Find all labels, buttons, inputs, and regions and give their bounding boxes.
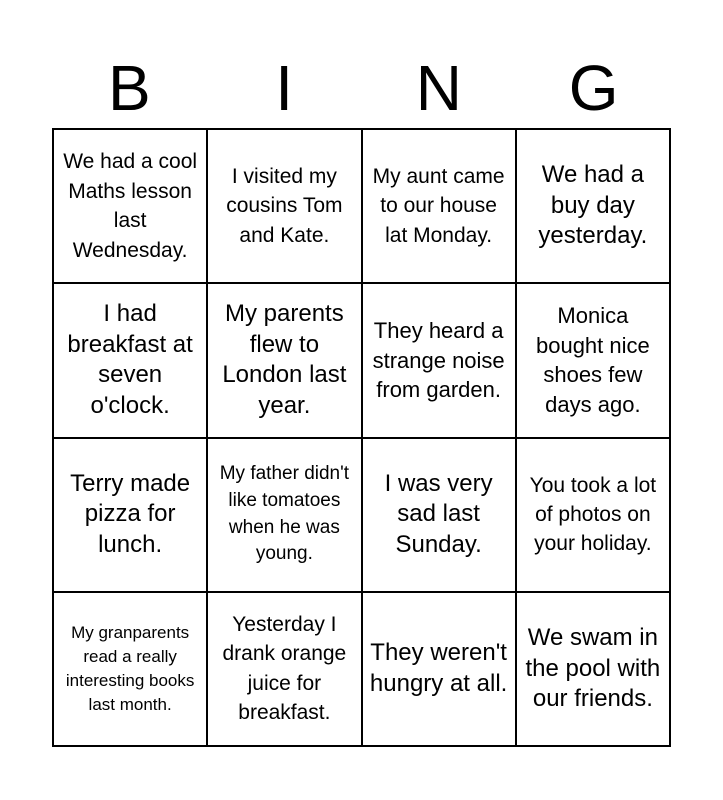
bingo-cell[interactable]: My parents flew to London last year. (207, 283, 361, 437)
header-letter-n: N (415, 52, 462, 124)
bingo-cell[interactable]: You took a lot of photos on your holiday. (516, 438, 670, 592)
bingo-cell[interactable]: We swam in the pool with our friends. (516, 592, 670, 746)
bingo-cell[interactable]: I was very sad last Sunday. (362, 438, 516, 592)
bingo-cell[interactable]: I had breakfast at seven o'clock. (53, 283, 207, 437)
header-letter-b: B (108, 52, 151, 124)
bingo-cell[interactable]: We had a buy day yesterday. (516, 129, 670, 283)
bingo-cell[interactable]: My aunt came to our house lat Monday. (362, 129, 516, 283)
bingo-board (52, 128, 671, 747)
bingo-cell[interactable]: They weren't hungry at all. (362, 592, 516, 746)
bingo-cell[interactable]: Terry made pizza for lunch. (53, 438, 207, 592)
bingo-header (52, 48, 671, 128)
header-letter-g: G (568, 52, 619, 124)
bingo-cell[interactable]: My granparents read a really interesting books last month. (53, 592, 207, 746)
bingo-cell[interactable]: We had a cool Maths lesson last Wednesday. (53, 129, 207, 283)
bingo-cell[interactable]: They heard a strange noise from garden. (362, 283, 516, 437)
bingo-cell[interactable]: My father didn't like tomatoes when he was young. (207, 438, 361, 592)
bingo-cell[interactable]: Monica bought nice shoes few days ago. (516, 283, 670, 437)
bingo-cell[interactable]: I visited my cousins Tom and Kate. (207, 129, 361, 283)
bingo-cell[interactable]: Yesterday I drank orange juice for breakfast. (207, 592, 361, 746)
header-letter-i: I (275, 52, 294, 124)
